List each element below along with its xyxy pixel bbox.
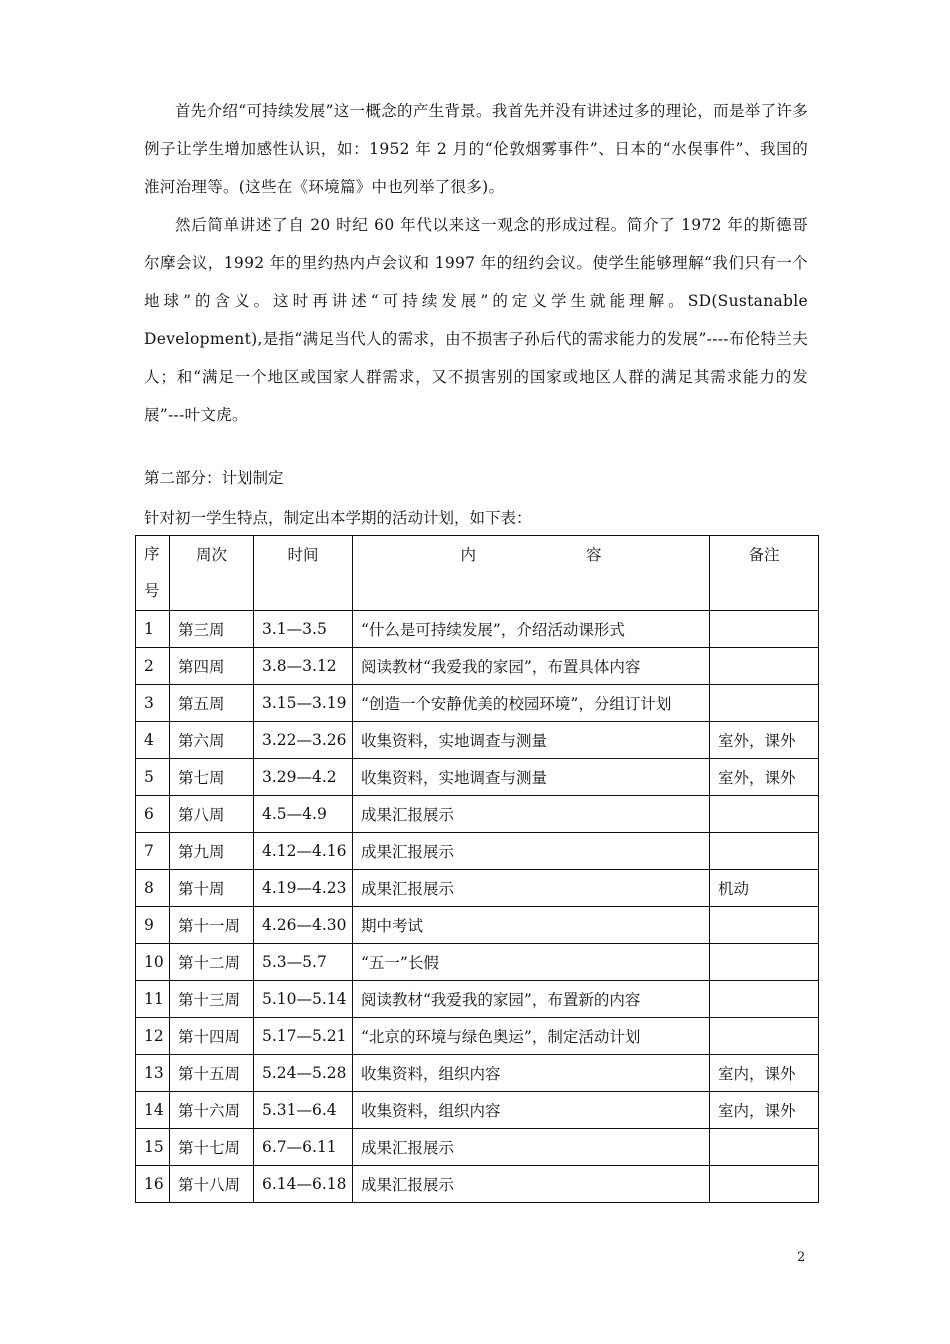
cell-content: “五一”长假 xyxy=(353,944,710,981)
cell-time: 5.17—5.21 xyxy=(254,1018,353,1055)
cell-week: 第十一周 xyxy=(170,907,254,944)
section-title: 第二部分：计划制定 xyxy=(144,469,284,487)
cell-no: 2 xyxy=(136,648,170,685)
cell-time: 3.29—4.2 xyxy=(254,759,353,796)
cell-note xyxy=(710,648,819,685)
cell-note xyxy=(710,981,819,1018)
cell-week: 第十七周 xyxy=(170,1129,254,1166)
cell-no: 15 xyxy=(136,1129,170,1166)
cell-content: 期中考试 xyxy=(353,907,710,944)
cell-no: 1 xyxy=(136,611,170,648)
header-no xyxy=(136,536,170,611)
cell-week: 第三周 xyxy=(170,611,254,648)
cell-note: 室外，课外 xyxy=(710,722,819,759)
cell-content: 成果汇报展示 xyxy=(353,870,710,907)
cell-note xyxy=(710,944,819,981)
cell-no: 14 xyxy=(136,1092,170,1129)
cell-time: 3.1—3.5 xyxy=(254,611,353,648)
cell-no: 8 xyxy=(136,870,170,907)
activity-plan-table xyxy=(135,535,819,1203)
table-row xyxy=(136,722,819,759)
cell-no: 11 xyxy=(136,981,170,1018)
cell-note xyxy=(710,833,819,870)
table-row xyxy=(136,1092,819,1129)
cell-time: 4.19—4.23 xyxy=(254,870,353,907)
table-row xyxy=(136,907,819,944)
table-row xyxy=(136,611,819,648)
cell-content: 收集资料，实地调查与测量 xyxy=(353,722,710,759)
cell-week: 第十周 xyxy=(170,870,254,907)
table-header-row xyxy=(136,536,819,611)
table-row xyxy=(136,1129,819,1166)
cell-content: 收集资料，组织内容 xyxy=(353,1092,710,1129)
cell-content: “北京的环境与绿色奥运”，制定活动计划 xyxy=(353,1018,710,1055)
cell-week: 第八周 xyxy=(170,796,254,833)
table-row xyxy=(136,870,819,907)
table-intro: 针对初一学生特点，制定出本学期的活动计划，如下表： xyxy=(144,509,532,527)
cell-note: 室外，课外 xyxy=(710,759,819,796)
cell-content: “创造一个安静优美的校园环境”，分组订计划 xyxy=(353,685,710,722)
page-number: 2 xyxy=(797,1250,806,1265)
cell-time: 3.15—3.19 xyxy=(254,685,353,722)
table-row xyxy=(136,981,819,1018)
cell-note xyxy=(710,1166,819,1203)
cell-time: 5.3—5.7 xyxy=(254,944,353,981)
cell-time: 5.10—5.14 xyxy=(254,981,353,1018)
cell-note xyxy=(710,796,819,833)
cell-content: 成果汇报展示 xyxy=(353,796,710,833)
cell-week: 第六周 xyxy=(170,722,254,759)
cell-content: 成果汇报展示 xyxy=(353,1166,710,1203)
table-row xyxy=(136,1166,819,1203)
cell-content: 成果汇报展示 xyxy=(353,833,710,870)
cell-no: 7 xyxy=(136,833,170,870)
cell-week: 第十四周 xyxy=(170,1018,254,1055)
header-content-right: 容 xyxy=(586,546,602,564)
cell-week: 第九周 xyxy=(170,833,254,870)
cell-content: 成果汇报展示 xyxy=(353,1129,710,1166)
cell-no: 6 xyxy=(136,796,170,833)
cell-time: 6.7—6.11 xyxy=(254,1129,353,1166)
table-row xyxy=(136,648,819,685)
table-row xyxy=(136,1018,819,1055)
cell-no: 3 xyxy=(136,685,170,722)
cell-no: 13 xyxy=(136,1055,170,1092)
cell-week: 第四周 xyxy=(170,648,254,685)
header-content-left: 内 xyxy=(460,546,476,564)
paragraph-background: 首先介绍“可持续发展”这一概念的产生背景。我首先并没有讲述过多的理论，而是举了许多例子让学生增加感性认识，如：1952 年 2 月的“伦敦烟雾事件”、日本的“水俣事件”、我国的淮河治理等。(这些在《环境篇》中也列举了很多)。 xyxy=(144,102,808,196)
cell-time: 3.22—3.26 xyxy=(254,722,353,759)
table-row xyxy=(136,796,819,833)
header-week: 周次 xyxy=(170,536,254,611)
header-no-label: 序号 xyxy=(144,545,160,600)
cell-content: 阅读教材“我爱我的家园”，布置具体内容 xyxy=(353,648,710,685)
cell-note xyxy=(710,1018,819,1055)
cell-no: 5 xyxy=(136,759,170,796)
cell-time: 3.8—3.12 xyxy=(254,648,353,685)
cell-week: 第十二周 xyxy=(170,944,254,981)
cell-week: 第十三周 xyxy=(170,981,254,1018)
cell-time: 5.31—6.4 xyxy=(254,1092,353,1129)
cell-no: 12 xyxy=(136,1018,170,1055)
cell-time: 6.14—6.18 xyxy=(254,1166,353,1203)
cell-note xyxy=(710,907,819,944)
cell-note: 室内，课外 xyxy=(710,1092,819,1129)
table-row xyxy=(136,944,819,981)
cell-content: “什么是可持续发展”，介绍活动课形式 xyxy=(353,611,710,648)
cell-time: 5.24—5.28 xyxy=(254,1055,353,1092)
cell-time: 4.26—4.30 xyxy=(254,907,353,944)
table-row xyxy=(136,1055,819,1092)
cell-week: 第十五周 xyxy=(170,1055,254,1092)
cell-content: 阅读教材“我爱我的家园”，布置新的内容 xyxy=(353,981,710,1018)
cell-week: 第十六周 xyxy=(170,1092,254,1129)
cell-no: 16 xyxy=(136,1166,170,1203)
cell-week: 第五周 xyxy=(170,685,254,722)
table-row xyxy=(136,685,819,722)
cell-week: 第十八周 xyxy=(170,1166,254,1203)
cell-no: 4 xyxy=(136,722,170,759)
cell-note xyxy=(710,1129,819,1166)
cell-content: 收集资料，实地调查与测量 xyxy=(353,759,710,796)
header-content xyxy=(353,536,710,611)
cell-note: 机动 xyxy=(710,870,819,907)
header-note: 备注 xyxy=(710,536,819,611)
table-body xyxy=(136,611,819,1203)
cell-content: 收集资料，组织内容 xyxy=(353,1055,710,1092)
header-time: 时间 xyxy=(254,536,353,611)
cell-note: 室内，课外 xyxy=(710,1055,819,1092)
cell-no: 10 xyxy=(136,944,170,981)
cell-time: 4.5—4.9 xyxy=(254,796,353,833)
cell-no: 9 xyxy=(136,907,170,944)
table-row xyxy=(136,833,819,870)
cell-time: 4.12—4.16 xyxy=(254,833,353,870)
cell-week: 第七周 xyxy=(170,759,254,796)
cell-note xyxy=(710,685,819,722)
table-row xyxy=(136,759,819,796)
paragraph-history: 然后简单讲述了自 20 时纪 60 年代以来这一观念的形成过程。简介了 1972 年的斯德哥尔摩会议，1992 年的里约热内卢会议和 1997 年的纽约会议。使学生能够理解“我们只有一个地球”的含义。这时再讲述“可持续发展”的定义学生就能理解。SD(Sustanable Development),是指“满足当代人的需求，由不损害子孙后代的需求能力的发展”----布伦特兰夫人；和“满足一个地区或国家人群需求，又不损害别的国家或地区人群的满足其需求能力的发展”---叶文虎。 xyxy=(144,216,808,424)
body-text xyxy=(144,92,808,434)
cell-note xyxy=(710,611,819,648)
